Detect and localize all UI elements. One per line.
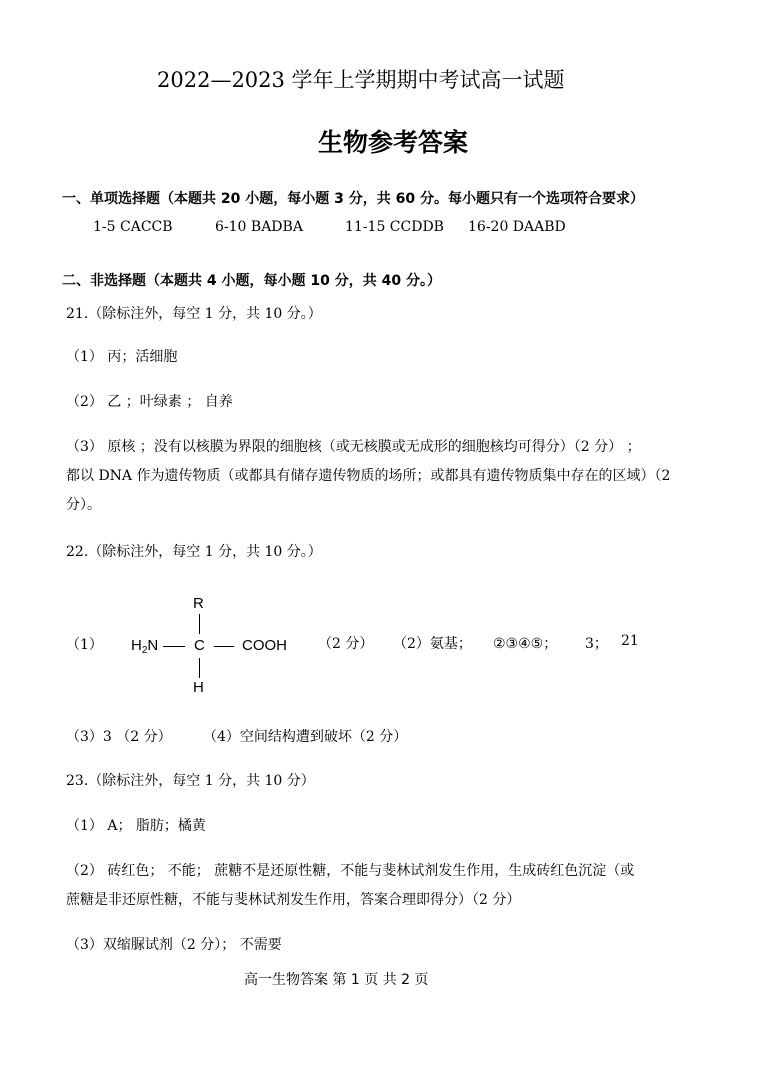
q21-answer-3-line3: 分）。 xyxy=(66,497,101,513)
q22-answer-2-numbers: ②③④⑤； xyxy=(493,636,558,652)
section2-heading: 二、非选择题（本题共 4 小题，每小题 10 分，共 40 分。） xyxy=(62,273,441,289)
page-footer: 高一生物答案 第 1 页 共 2 页 xyxy=(244,972,429,988)
answer-group-4: 16-20 DAABD xyxy=(468,219,566,235)
formula-bond-left xyxy=(163,646,185,647)
answer-group-3: 11-15 CCDDB xyxy=(345,219,444,235)
q23-header: 23.（除标注外，每空 1 分，共 10 分） xyxy=(66,773,315,789)
q23-answer-2-line1: （2） 砖红色； 不能； 蔗糖不是还原性糖，不能与斐林试剂发生作用，生成砖红色沉淀（或 xyxy=(66,863,635,879)
exam-title: 2022—2023 学年上学期期中考试高一试题 xyxy=(157,68,565,92)
formula-bond-top xyxy=(199,614,200,634)
q22-label-1: （1） xyxy=(66,637,103,653)
formula-alpha-carbon: C xyxy=(194,637,205,654)
q21-answer-2: （2） 乙 ；叶绿素 ； 自养 xyxy=(66,394,233,410)
q23-answer-3: （3）双缩脲试剂（2 分）； 不需要 xyxy=(66,937,282,953)
q21-header: 21.（除标注外，每空 1 分，共 10 分。） xyxy=(66,306,322,322)
q22-answer-2-total: 21 xyxy=(621,633,639,649)
q23-answer-2-line2: 蔗糖是非还原性糖，不能与斐林试剂发生作用，答案合理即得分）（2 分） xyxy=(66,892,521,908)
formula-r-group: R xyxy=(193,595,204,612)
formula-carboxyl-group: COOH xyxy=(242,637,287,654)
q22-answer-2: （2）氨基； xyxy=(393,636,472,652)
formula-bond-right xyxy=(214,646,234,647)
q21-answer-1: （1） 丙；活细胞 xyxy=(66,349,178,365)
formula-bond-bottom xyxy=(199,658,200,678)
answer-key-title: 生物参考答案 xyxy=(318,128,469,157)
answer-group-2: 6-10 BADBA xyxy=(215,219,303,235)
q22-answer-2-count: 3； xyxy=(585,636,608,652)
q22-score-1: （2 分） xyxy=(318,636,374,652)
formula-amino-group: $H_2N$ xyxy=(131,637,159,656)
q22-header: 22.（除标注外，每空 1 分，共 10 分。） xyxy=(66,544,322,560)
q21-answer-3-line1: （3） 原核 ；没有以核膜为界限的细胞核（或无核膜或无成形的细胞核均可得分）（2 分） ； xyxy=(66,439,641,455)
q23-answer-1: （1） A； 脂肪；橘黄 xyxy=(66,818,206,834)
answer-group-1: 1-5 CACCB xyxy=(93,219,173,235)
q22-answer-4: （4）空间结构遭到破坏（2 分） xyxy=(203,729,408,745)
q22-answer-3: （3）3 （2 分） xyxy=(66,729,172,745)
formula-hydrogen: H xyxy=(193,679,204,696)
q21-answer-3-line2: 都以 DNA 作为遗传物质（或都具有储存遗传物质的场所；或都具有遗传物质集中存在的区域）（2 xyxy=(66,468,671,484)
section1-heading: 一、单项选择题（本题共 20 小题，每小题 3 分，共 60 分。每小题只有一个选项符合要求） xyxy=(62,191,644,207)
